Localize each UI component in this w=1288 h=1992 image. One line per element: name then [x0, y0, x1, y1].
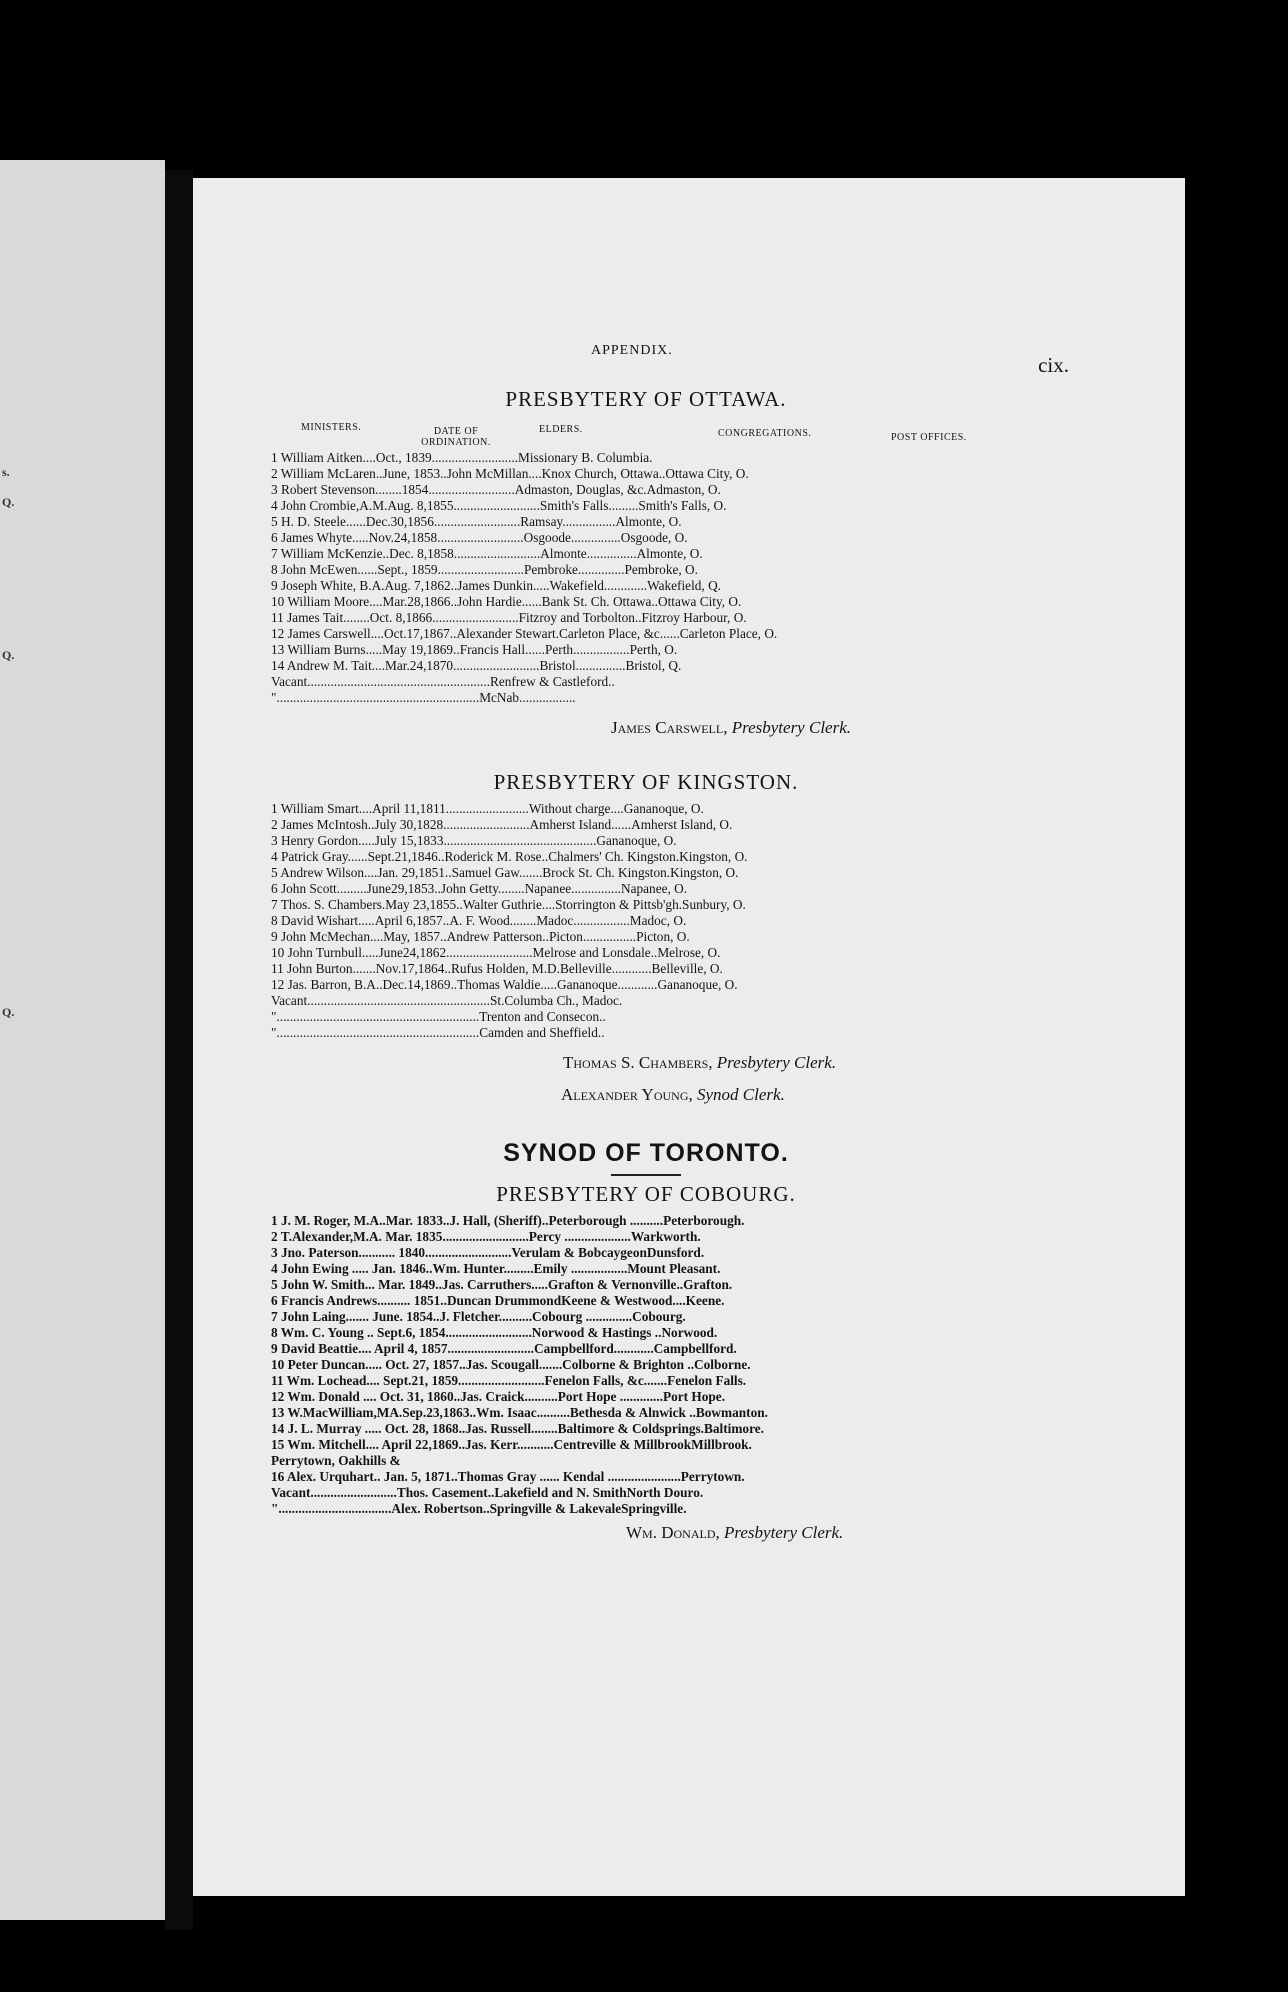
ottawa-entry-row: 13 William Burns.....May 19,1869..Francis Hall......Perth.................Perth, O.: [271, 642, 678, 657]
clerk-role: Presbytery Clerk.: [716, 1053, 837, 1072]
ottawa-entry-row: 4 John Crombie,A.M.Aug. 8,1855..........................Smith's Falls.........Smith's Falls, O.: [271, 498, 727, 513]
cobourg-entry-row: 16 Alex. Urquhart.. Jan. 5, 1871..Thomas Gray ...... Kendal ......................Perrytown.: [271, 1469, 745, 1484]
left-page-text-fragment: s.: [2, 465, 10, 479]
cobourg-entry-row: Vacant..........................Thos. Casement..Lakefield and N. SmithNorth Douro.: [271, 1485, 704, 1500]
kingston-entry-row: ".............................................................Camden and Sheffield..: [271, 1025, 605, 1040]
col-congregations: CONGREGATIONS.: [718, 428, 812, 439]
cobourg-entry-row: 10 Peter Duncan..... Oct. 27, 1857..Jas. Scougall.......Colborne & Brighton ..Colborne.: [271, 1357, 751, 1372]
left-page-text-fragment: Q.: [2, 1005, 15, 1019]
kingston-entries: [271, 801, 1021, 1041]
kingston-entry-row: 4 Patrick Gray......Sept.21,1846..Roderick M. Rose..Chalmers' Ch. Kingston.Kingston, O.: [271, 849, 748, 864]
cobourg-entry-row: 9 David Beattie.... April 4, 1857..........................Campbellford............Campbellford.: [271, 1341, 737, 1356]
cobourg-entry-row: 6 Francis Andrews.......... 1851..Duncan DrummondKeene & Westwood....Keene.: [271, 1293, 725, 1308]
ottawa-entry-row: 11 James Tait........Oct. 8,1866..........................Fitzroy and Torbolton..Fitzroy Harbour, O.: [271, 610, 747, 625]
cobourg-entry-row: 5 John W. Smith... Mar. 1849..Jas. Carruthers.....Grafton & Vernonville..Grafton.: [271, 1277, 733, 1292]
kingston-entry-row: 11 John Burton.......Nov.17,1864..Rufus Holden, M.D.Belleville............Belleville, O.: [271, 961, 723, 976]
kingston-entry-row: 6 John Scott.........June29,1853..John Getty........Napanee...............Napanee, O.: [271, 881, 688, 896]
cobourg-entry-row: 7 John Laing....... June. 1854..J. Fletcher..........Cobourg ..............Cobourg.: [271, 1309, 686, 1324]
clerk-role: Presbytery Clerk.: [724, 1523, 844, 1542]
ottawa-entry-row: 9 Joseph White, B.A.Aug. 7,1862..James Dunkin.....Wakefield.............Wakefield, Q.: [271, 578, 722, 593]
cobourg-entry-row: 2 T.Alexander,M.A. Mar. 1835..........................Percy ....................Warkworth.: [271, 1229, 701, 1244]
ottawa-entry-row: 10 William Moore....Mar.28,1866..John Hardie......Bank St. Ch. Ottawa..Ottawa City, O.: [271, 594, 742, 609]
kingston-entry-row: 1 William Smart....April 11,1811.........................Without charge....Gananoque, O.: [271, 801, 704, 816]
running-title: APPENDIX.: [591, 343, 673, 358]
cobourg-entry-row: 3 Jno. Paterson........... 1840..........................Verulam & BobcaygeonDunsford.: [271, 1245, 705, 1260]
kingston-entry-row: Vacant.......................................................St.Columba Ch., Madoc.: [271, 993, 623, 1008]
cobourg-entry-row: 11 Wm. Lochead.... Sept.21, 1859..........................Fenelon Falls, &c.......Fenelon Falls.: [271, 1373, 747, 1388]
cobourg-entry-row: 14 J. L. Murray ..... Oct. 28, 1868..Jas. Russell........Baltimore & Coldsprings.Baltimore.: [271, 1421, 764, 1436]
ottawa-column-headers: [271, 418, 1021, 450]
ottawa-entry-row: ".............................................................McNab.................: [271, 690, 576, 705]
page-content: [271, 343, 1069, 1543]
book-spine: [165, 170, 193, 1930]
col-elders: ELDERS.: [539, 424, 583, 435]
synod-clerk-signature: [561, 1085, 1021, 1105]
clerk-name: Wm. Donald,: [626, 1523, 720, 1542]
left-page-fragment: [0, 160, 165, 1920]
left-page-text-fragment: Q.: [2, 495, 15, 509]
kingston-entry-row: 3 Henry Gordon.....July 15,1833..............................................Gananoque, O.: [271, 833, 677, 848]
kingston-entry-row: 2 James McIntosh..July 30,1828..........................Amherst Island......Amherst Island, O.: [271, 817, 733, 832]
synod-title: SYNOD OF TORONTO.: [503, 1139, 789, 1167]
ottawa-entry-row: 3 Robert Stevenson........1854..........................Admaston, Douglas, &c.Admaston, O.: [271, 482, 721, 497]
cobourg-title: PRESBYTERY OF COBOURG.: [496, 1182, 796, 1206]
left-page-text-fragment: Q.: [2, 648, 15, 662]
ottawa-entry-row: 14 Andrew M. Tait....Mar.24,1870..........................Bristol...............Bristol, Q.: [271, 658, 682, 673]
cobourg-entry-row: "..................................Alex. Robertson..Springville & LakevaleSpringville.: [271, 1501, 687, 1516]
col-date: DATE OF ORDINATION.: [421, 426, 491, 448]
kingston-entry-row: 7 Thos. S. Chambers.May 23,1855..Walter Guthrie....Storrington & Pittsb'gh.Sunbury, O.: [271, 897, 746, 912]
kingston-entry-row: ".............................................................Trenton and Consecon..: [271, 1009, 606, 1024]
ottawa-entry-row: 6 James Whyte.....Nov.24,1858..........................Osgoode...............Osgoode, O.: [271, 530, 688, 545]
title-rule: [611, 1174, 681, 1176]
kingston-entry-row: 9 John McMechan....May, 1857..Andrew Patterson..Picton................Picton, O.: [271, 929, 690, 944]
kingston-entry-row: 5 Andrew Wilson....Jan. 29,1851..Samuel Gaw.......Brock St. Ch. Kingston.Kingston, O.: [271, 865, 739, 880]
ottawa-entry-row: Vacant.......................................................Renfrew & Castleford..: [271, 674, 615, 689]
kingston-clerk-signature: [563, 1053, 1021, 1073]
ottawa-entry-row: 5 H. D. Steele......Dec.30,1856..........................Ramsay................Almonte, O.: [271, 514, 682, 529]
kingston-title: PRESBYTERY OF KINGSTON.: [493, 770, 799, 794]
kingston-entry-row: 8 David Wishart.....April 6,1857..A. F. Wood........Madoc.................Madoc, O.: [271, 913, 687, 928]
cobourg-entry-row: 13 W.MacWilliam,MA.Sep.23,1863..Wm. Isaac..........Bethesda & Alnwick ..Bowmanton.: [271, 1405, 768, 1420]
col-ministers: MINISTERS.: [301, 422, 362, 433]
ottawa-clerk-signature: [611, 718, 1021, 738]
ottawa-entry-row: 2 William McLaren..June, 1853..John McMillan....Knox Church, Ottawa..Ottawa City, O.: [271, 466, 749, 481]
running-header: [271, 343, 1069, 387]
kingston-entry-row: 12 Jas. Barron, B.A..Dec.14,1869..Thomas Waldie.....Gananoque............Gananoque, O.: [271, 977, 738, 992]
clerk-name: Thomas S. Chambers,: [563, 1053, 713, 1072]
clerk-role: Presbytery Clerk.: [731, 718, 851, 737]
cobourg-entry-row: 8 Wm. C. Young .. Sept.6, 1854..........................Norwood & Hastings ..Norwood.: [271, 1325, 718, 1340]
kingston-entry-row: 10 John Turnbull.....June24,1862..........................Melrose and Lonsdale..Melrose, O.: [271, 945, 721, 960]
synod-clerk-role: Synod Clerk.: [697, 1085, 785, 1104]
cobourg-entry-row: Perrytown, Oakhills &: [271, 1453, 401, 1468]
ottawa-title: PRESBYTERY OF OTTAWA.: [505, 387, 787, 411]
cobourg-entry-row: 15 Wm. Mitchell.... April 22,1869..Jas. Kerr...........Centreville & MillbrookMillbrook.: [271, 1437, 752, 1452]
document-page: [193, 178, 1185, 1896]
ottawa-entry-row: 8 John McEwen......Sept., 1859..........................Pembroke..............Pembroke, O.: [271, 562, 698, 577]
ottawa-entry-row: 12 James Carswell....Oct.17,1867..Alexander Stewart.Carleton Place, &c......Carleton Place, O.: [271, 626, 778, 641]
ottawa-entry-row: 7 William McKenzie..Dec. 8,1858..........................Almonte...............Almonte, O.: [271, 546, 703, 561]
col-post-offices: POST OFFICES.: [891, 432, 967, 443]
cobourg-clerk-signature: [626, 1523, 1021, 1543]
ottawa-entry-row: 1 William Aitken....Oct., 1839..........................Missionary B. Columbia.: [271, 450, 653, 465]
page-number: cix.: [1038, 353, 1069, 377]
cobourg-entries: [271, 1213, 1021, 1517]
synod-clerk-name: Alexander Young,: [561, 1085, 693, 1104]
cobourg-entry-row: 1 J. M. Roger, M.A..Mar. 1833..J. Hall, (Sheriff)..Peterborough ..........Peterborough.: [271, 1213, 745, 1228]
clerk-name: James Carswell,: [611, 718, 728, 737]
ottawa-entries: [271, 450, 1021, 706]
cobourg-entry-row: 12 Wm. Donald .... Oct. 31, 1860..Jas. Craick..........Port Hope .............Port Hope.: [271, 1389, 726, 1404]
cobourg-entry-row: 4 John Ewing ..... Jan. 1846..Wm. Hunter.........Emily .................Mount Pleasant.: [271, 1261, 721, 1276]
